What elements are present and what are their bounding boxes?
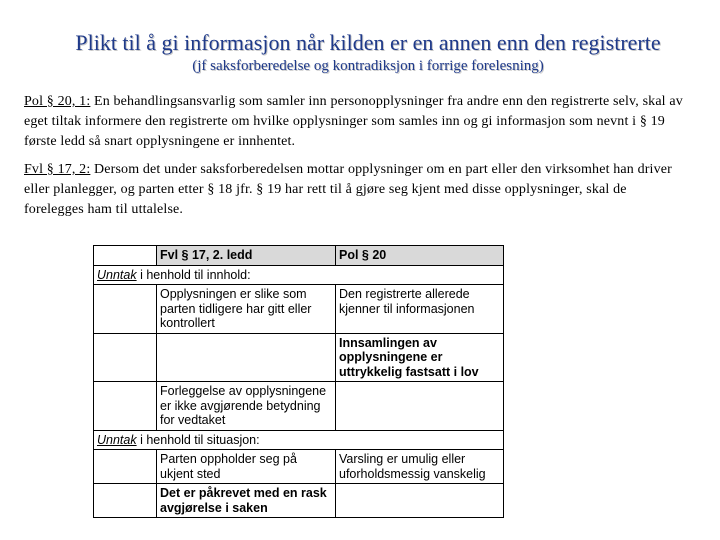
law-reference: Pol § 20, 1: [24, 94, 91, 109]
table-header-row [94, 246, 504, 266]
fvl-cell [157, 333, 336, 382]
header-fvl: Fvl § 17, 2. ledd [157, 246, 336, 266]
pol-cell: Innsamlingen av opplysningene er uttrykkelig fastsatt i lov [336, 333, 504, 382]
paragraph-text: En behandlingsansvarlig som samler inn personopplysninger fra andre enn den registrerte selv, skal av eget tiltak informere den registrerte om hvilke opplysninger som samles inn og gi informasjon som nevnt i § 19 første ledd så snart opplysningene er innhentet. [24, 94, 683, 149]
table-row [94, 484, 504, 518]
table-row [94, 285, 504, 334]
section-emphasis: Unntak [97, 267, 137, 282]
row-spacer [94, 382, 157, 431]
pol-cell: Den registrerte allerede kjenner til informasjonen [336, 285, 504, 334]
table-row [94, 382, 504, 431]
paragraph-text: Dersom det under saksforberedelsen mottar opplysninger om en part eller den virksomhet han driver eller planlegger, og parten etter § 18 jfr. § 19 har rett til å gjøre seg kjent med disse opplysninger, skal de forelegges ham til uttalelse. [24, 162, 672, 217]
paragraph-pol-20 [24, 92, 684, 152]
section-label-content [94, 265, 504, 285]
page-subtitle: (jf saksforberedelse og kontradiksjon i forrige forelesning) [192, 58, 544, 74]
row-spacer [94, 285, 157, 334]
fvl-cell: Parten oppholder seg på ukjent sted [157, 450, 336, 484]
section-row-content [94, 265, 504, 285]
row-spacer [94, 333, 157, 382]
fvl-cell: Forleggelse av opplysningene er ikke avgjørende betydning for vedtaket [157, 382, 336, 431]
header-pol: Pol § 20 [336, 246, 504, 266]
row-spacer [94, 484, 157, 518]
row-spacer [94, 450, 157, 484]
pol-cell [336, 484, 504, 518]
pol-cell [336, 382, 504, 431]
page-title: Plikt til å gi informasjon når kilden er en annen enn den registrerte [75, 30, 661, 55]
table-row [94, 333, 504, 382]
section-text: i henhold til innhold: [136, 267, 251, 282]
section-label-situation [94, 430, 504, 450]
paragraph-fvl-17 [24, 160, 684, 220]
section-row-situation [94, 430, 504, 450]
law-reference: Fvl § 17, 2: [24, 162, 91, 177]
section-text: i henhold til situasjon: [136, 432, 260, 447]
header-spacer [94, 246, 157, 266]
fvl-cell: Opplysningen er slike som parten tidligere har gitt eller kontrollert [157, 285, 336, 334]
table-row [94, 450, 504, 484]
comparison-table [93, 245, 504, 518]
pol-cell: Varsling er umulig eller uforholdsmessig vanskelig [336, 450, 504, 484]
section-emphasis: Unntak [97, 432, 137, 447]
fvl-cell: Det er påkrevet med en rask avgjørelse i saken [157, 484, 336, 518]
